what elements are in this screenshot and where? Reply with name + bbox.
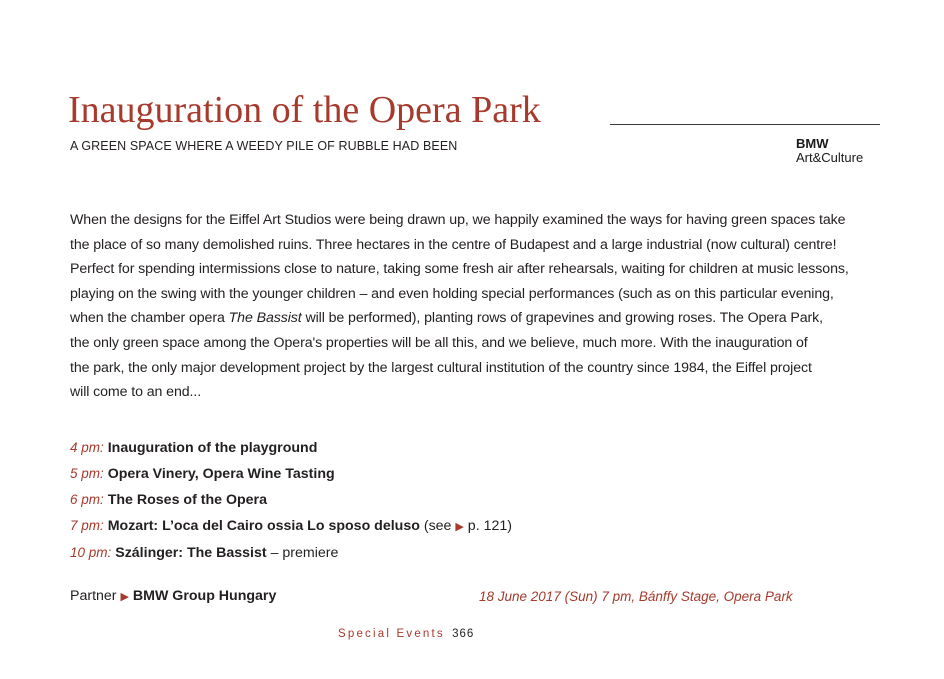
body-line: the place of so many demolished ruins. Three hectares in the centre of Budapest and a large industrial (now cultural) centre! [70, 236, 837, 253]
body-line [70, 306, 890, 331]
arrow-right-icon: ▶ [120, 591, 129, 603]
schedule-item [70, 461, 512, 487]
brand-bottom: Art&Culture [796, 150, 864, 166]
page-title: Inauguration of the Opera Park [68, 89, 541, 131]
schedule-time: 7 pm: [70, 518, 104, 533]
schedule-time: 6 pm: [70, 492, 104, 507]
partner-name: BMW Group Hungary [132, 588, 277, 604]
body-line: the park, the only major development project by the largest cultural institution of the country since 1984, the Eiffel project [70, 359, 812, 376]
page-number: 366 [452, 628, 475, 640]
schedule-time: 10 pm: [70, 545, 112, 560]
schedule-event: Inauguration of the playground [107, 440, 318, 456]
event-date: 18 June 2017 (Sun) 7 pm, Bánffy Stage, Opera Park [479, 589, 793, 604]
schedule-time: 5 pm: [70, 466, 104, 481]
schedule-item [70, 487, 512, 513]
page-footer [338, 628, 474, 640]
body-line: When the designs for the Eiffel Art Studios were being drawn up, we happily examined the ways for having green spaces take [70, 212, 846, 228]
bmw-art-culture-logo [796, 137, 863, 166]
arrow-right-icon: ▶ [455, 521, 464, 533]
partner-label: Partner [70, 588, 117, 604]
body-line: playing on the swing with the younger children – and even holding special performances (such as on this particular evening, [70, 285, 834, 302]
footer-section: Special Events [338, 628, 445, 640]
page-reference[interactable] [420, 518, 512, 534]
schedule-list [70, 435, 512, 566]
reference-prefix: (see [419, 518, 456, 534]
schedule-item [70, 540, 512, 566]
body-text-segment: when the chamber opera [70, 310, 229, 327]
body-line: will come to an end... [70, 384, 202, 401]
title-rule [610, 124, 880, 125]
opera-title-italic: The Bassist [228, 310, 302, 327]
schedule-suffix: – premiere [266, 545, 339, 561]
page-subtitle: A GREEN SPACE WHERE A WEEDY PILE OF RUBBLE HAD BEEN [70, 139, 458, 153]
partner-line [70, 588, 276, 604]
body-text-segment: will be performed), planting rows of grapevines and growing roses. The Opera Park, [301, 310, 823, 327]
schedule-item [70, 435, 512, 461]
schedule-event: Szálinger: The Bassist [115, 545, 267, 561]
schedule-event: The Roses of the Opera [107, 492, 267, 508]
body-paragraph [70, 208, 890, 405]
schedule-item [70, 513, 512, 540]
body-line: Perfect for spending intermissions close to nature, taking some fresh air after rehearsals, waiting for children at music lessons, [70, 261, 849, 278]
body-line: the only green space among the Opera's properties will be all this, and we believe, much more. With the inauguration of [70, 334, 808, 351]
brand-top: BMW [796, 136, 829, 151]
schedule-event: Opera Vinery, Opera Wine Tasting [107, 466, 335, 482]
reference-page: p. 121) [463, 518, 512, 534]
schedule-event: Mozart: L’oca del Cairo ossia Lo sposo deluso [107, 518, 420, 534]
schedule-time: 4 pm: [70, 440, 104, 455]
